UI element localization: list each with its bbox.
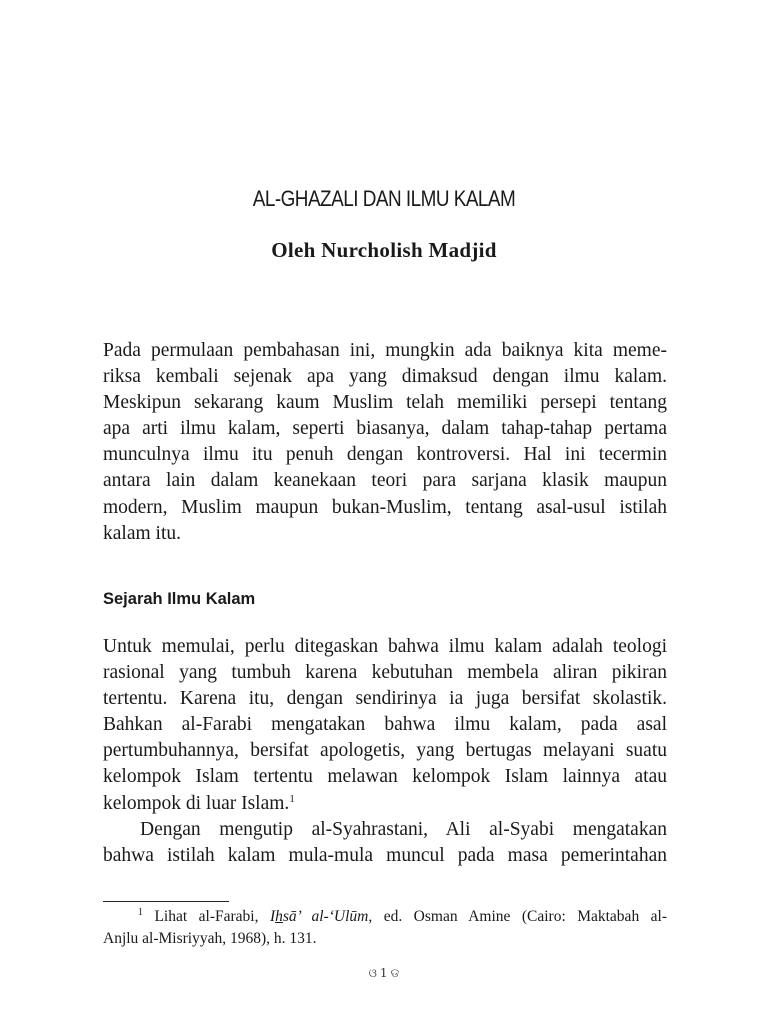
text-line: riksa kembali sejenak apa yang dimaksud dengan ilmu kalam. <box>103 366 667 388</box>
text-line-with-footnote <box>103 791 667 817</box>
right-ornament-icon: ଡ <box>390 966 400 980</box>
text-line: bahwa istilah kalam mula-mula muncul pada masa pemerintahan <box>103 844 667 866</box>
text-line: kalam itu. <box>103 522 181 544</box>
page-number-value: 1 <box>379 966 388 980</box>
text-line: kelompok di luar Islam. <box>103 792 290 814</box>
text-line: rasional yang tumbuh karena kebutuhan membela aliran pikiran <box>103 662 667 684</box>
text-line: antara lain dalam keanekaan teori para sarjana klasik maupun <box>103 470 667 492</box>
text-line: Dengan mengutip al-Syahrastani, Ali al-Syabi mengatakan <box>140 818 667 840</box>
intro-paragraph <box>103 338 667 547</box>
footnote-line: Anjlu al-Misriyyah, 1968), h. 131. <box>103 930 317 947</box>
text-line: tertentu. Karena itu, dengan sendirinya ia juga bersifat skolastik. <box>103 688 667 710</box>
title-part: I <box>269 908 276 925</box>
text-line: Untuk memulai, perlu ditegaskan bahwa ilmu kalam adalah teologi <box>103 636 667 657</box>
footnote-book-title <box>270 908 368 925</box>
text-line: Meskipun sekarang kaum Muslim telah memiliki persepi tentang <box>103 392 667 414</box>
text-line: Bahkan al-Farabi mengatakan bahwa ilmu kalam, pada asal <box>103 714 667 736</box>
footnote <box>103 906 667 950</box>
section-body <box>103 634 667 869</box>
text-line: Pada permulaan pembahasan ini, mungkin ada baiknya kita meme- <box>103 340 667 361</box>
footnote-line <box>103 906 667 928</box>
text-line: apa arti ilmu kalam, seperti biasanya, dalam tahap-tahap pertama <box>103 418 667 440</box>
footnote-reference[interactable]: 1 <box>289 792 295 805</box>
footnote-number: 1 <box>138 907 143 918</box>
article-author: Oleh Nurcholish Madjid <box>271 238 497 262</box>
footnote-text: Lihat al-Farabi, <box>154 908 270 925</box>
title-part: h <box>275 908 283 925</box>
article-title: AL-GHAZALI DAN ILMU KALAM <box>252 186 516 211</box>
text-line: kelompok Islam tertentu melawan kelompok Islam lainnya atau <box>103 766 667 788</box>
footnote-separator <box>103 901 229 902</box>
footnote-text: , ed. Osman Amine (Cairo: Maktabah al- <box>368 908 668 925</box>
section-heading: Sejarah Ilmu Kalam <box>103 590 256 608</box>
left-ornament-icon: ଓ <box>368 966 377 980</box>
title-part: sā’ al-‘Ulūm <box>282 908 369 925</box>
page-number <box>0 966 768 981</box>
text-line: munculnya ilmu itu penuh dengan kontroversi. Hal ini tecermin <box>103 444 667 466</box>
text-line: modern, Muslim maupun bukan-Muslim, tentang asal-usul istilah <box>103 496 667 518</box>
text-line: pertumbuhannya, bersifat apologetis, yang bertugas melayani suatu <box>103 740 667 762</box>
